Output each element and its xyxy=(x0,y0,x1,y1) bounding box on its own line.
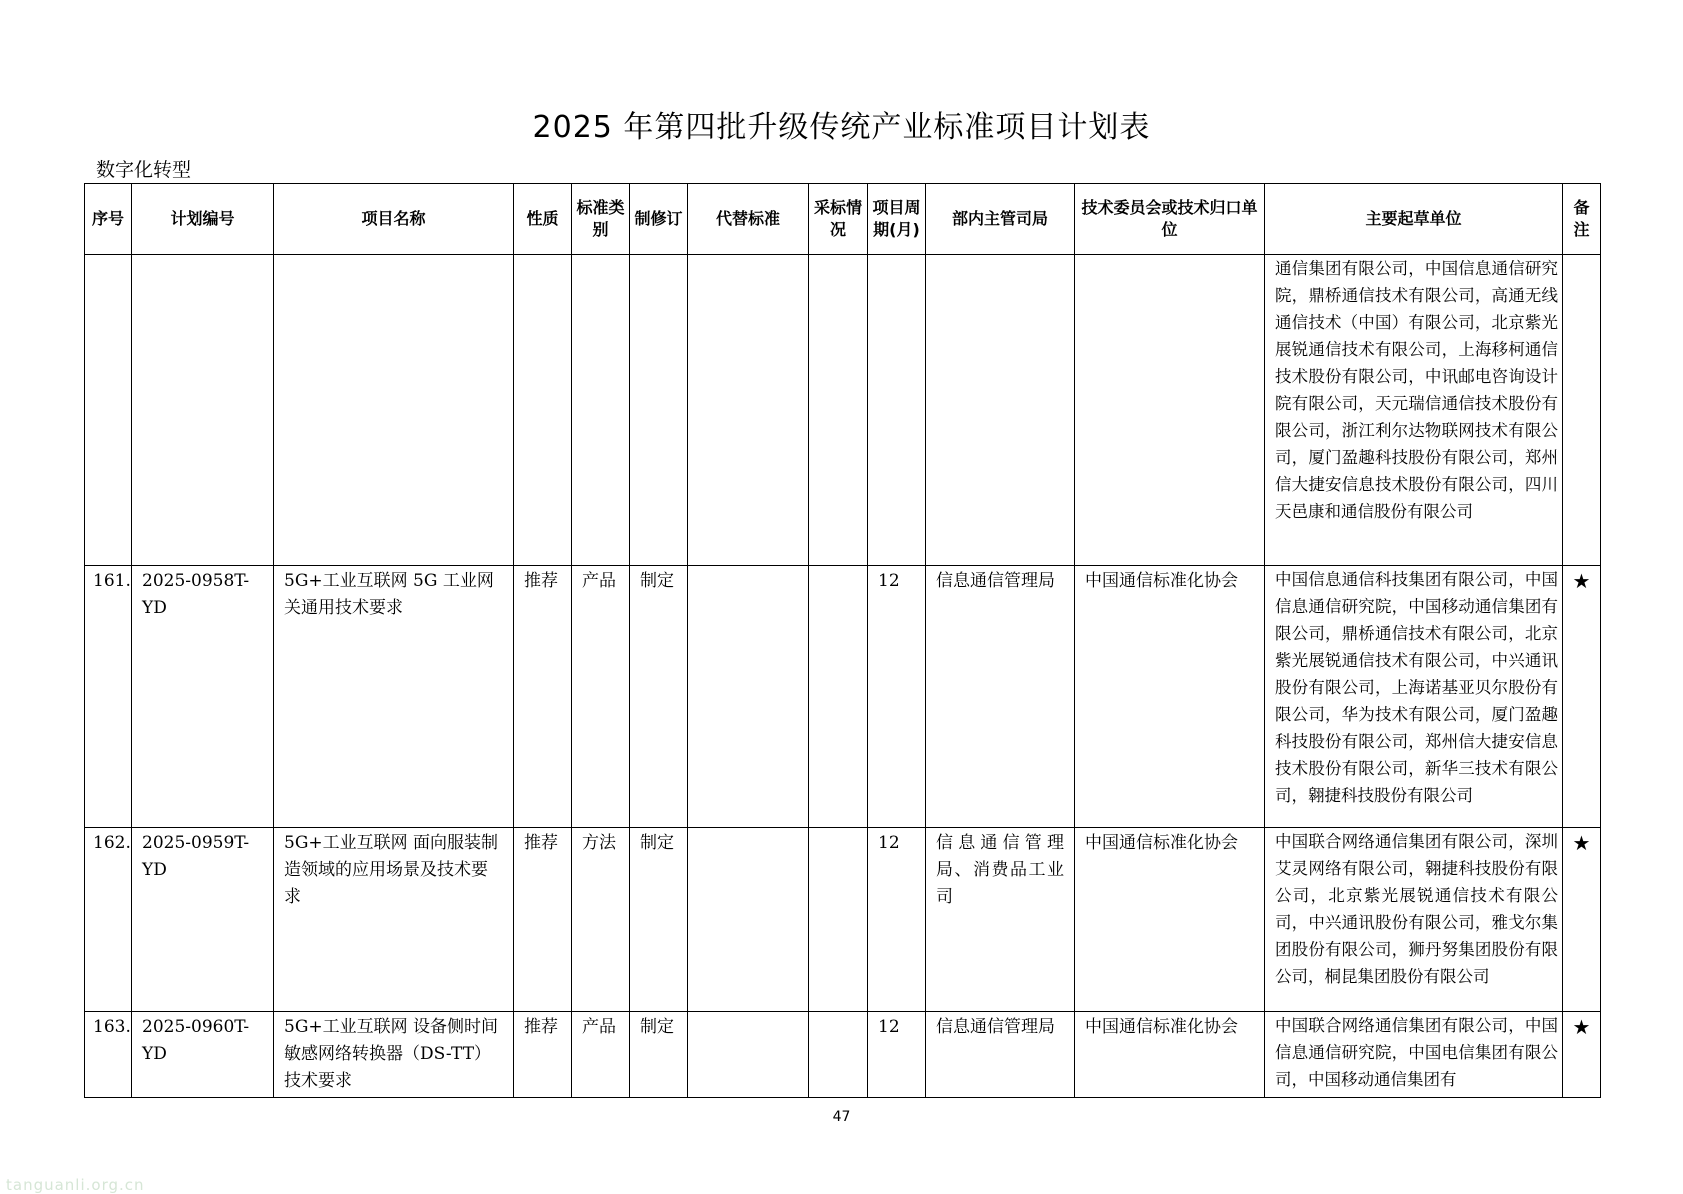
cell-seq: 163. xyxy=(85,1012,132,1098)
cell-committee: 中国通信标准化协会 xyxy=(1075,566,1265,828)
cell-period: 12 xyxy=(868,1012,926,1098)
cell-drafters: 通信集团有限公司，中国信息通信研究院，鼎桥通信技术有限公司，高通无线通信技术（中国）有限公司，北京紫光展锐通信技术有限公司，上海移柯通信技术股份有限公司，中讯邮电咨询设计院有限公司，天元瑞信通信技术股份有限公司，浙江利尔达物联网技术有限公司，厦门盈趣科技股份有限公司，郑州信大捷安信息技术股份有限公司，四川天邑康和通信股份有限公司 xyxy=(1265,255,1563,566)
page-number: 47 xyxy=(832,1109,851,1125)
cell-revision: 制定 xyxy=(630,828,688,1012)
header-name: 项目名称 xyxy=(274,184,514,255)
cell-std-type: 方法 xyxy=(572,828,630,1012)
cell-dept: 信息通信管理局、消费品工业司 xyxy=(926,828,1075,1012)
header-remark: 备注 xyxy=(1563,184,1601,255)
header-committee: 技术委员会或技术归口单位 xyxy=(1075,184,1265,255)
cell-committee: 中国通信标准化协会 xyxy=(1075,1012,1265,1098)
header-adopt: 采标情况 xyxy=(809,184,868,255)
cell-adopt xyxy=(809,566,868,828)
cell-revision: 制定 xyxy=(630,566,688,828)
cell-name: 5G+工业互联网 5G 工业网关通用技术要求 xyxy=(274,566,514,828)
cell-dept: 信息通信管理局 xyxy=(926,1012,1075,1098)
cell-plan-no: 2025-0960T-YD xyxy=(132,1012,274,1098)
cell-empty xyxy=(132,255,274,566)
cell-nature: 推荐 xyxy=(514,1012,572,1098)
watermark: tanguanli.org.cn xyxy=(6,1176,145,1194)
star-icon: ★ xyxy=(1563,1012,1601,1098)
header-seq: 序号 xyxy=(85,184,132,255)
table-row xyxy=(85,1012,1601,1098)
header-plan-no: 计划编号 xyxy=(132,184,274,255)
cell-replace xyxy=(688,566,809,828)
cell-name: 5G+工业互联网 设备侧时间敏感网络转换器（DS-TT）技术要求 xyxy=(274,1012,514,1098)
cell-adopt xyxy=(809,1012,868,1098)
table-header-row xyxy=(85,184,1601,255)
cell-empty xyxy=(1075,255,1265,566)
cell-nature: 推荐 xyxy=(514,828,572,1012)
cell-empty xyxy=(572,255,630,566)
header-nature: 性质 xyxy=(514,184,572,255)
section-category: 数字化转型 xyxy=(96,159,192,181)
cell-empty xyxy=(630,255,688,566)
cell-empty xyxy=(868,255,926,566)
cell-nature: 推荐 xyxy=(514,566,572,828)
header-replace: 代替标准 xyxy=(688,184,809,255)
star-icon: ★ xyxy=(1563,566,1601,828)
cell-adopt xyxy=(809,828,868,1012)
star-icon: ★ xyxy=(1563,828,1601,1012)
header-std-type: 标准类别 xyxy=(572,184,630,255)
header-revision: 制修订 xyxy=(630,184,688,255)
cell-drafters: 中国信息通信科技集团有限公司，中国信息通信研究院，中国移动通信集团有限公司，鼎桥通信技术有限公司，北京紫光展锐通信技术有限公司，中兴通讯股份有限公司，上海诺基亚贝尔股份有限公司，华为技术有限公司，厦门盈趣科技股份有限公司，郑州信大捷安信息技术股份有限公司，新华三技术有限公司，翱捷科技股份有限公司 xyxy=(1265,566,1563,828)
cell-plan-no: 2025-0959T-YD xyxy=(132,828,274,1012)
cell-seq: 161. xyxy=(85,566,132,828)
header-period: 项目周期(月) xyxy=(868,184,926,255)
cell-replace xyxy=(688,828,809,1012)
cell-drafters: 中国联合网络通信集团有限公司，中国信息通信研究院，中国电信集团有限公司，中国移动通信集团有 xyxy=(1265,1012,1563,1098)
cell-period: 12 xyxy=(868,566,926,828)
cell-revision: 制定 xyxy=(630,1012,688,1098)
header-dept: 部内主管司局 xyxy=(926,184,1075,255)
cell-committee: 中国通信标准化协会 xyxy=(1075,828,1265,1012)
table-row xyxy=(85,566,1601,828)
page-title: 2025 年第四批升级传统产业标准项目计划表 xyxy=(532,110,1151,145)
cell-empty xyxy=(926,255,1075,566)
cell-empty xyxy=(688,255,809,566)
cell-empty xyxy=(514,255,572,566)
cell-seq: 162. xyxy=(85,828,132,1012)
cell-plan-no: 2025-0958T-YD xyxy=(132,566,274,828)
cell-std-type: 产品 xyxy=(572,566,630,828)
cell-empty xyxy=(274,255,514,566)
cell-replace xyxy=(688,1012,809,1098)
table-row xyxy=(85,828,1601,1012)
standards-plan-table xyxy=(84,183,1601,1098)
cell-std-type: 产品 xyxy=(572,1012,630,1098)
cell-empty xyxy=(1563,255,1601,566)
cell-name: 5G+工业互联网 面向服装制造领域的应用场景及技术要求 xyxy=(274,828,514,1012)
cell-period: 12 xyxy=(868,828,926,1012)
cell-empty xyxy=(85,255,132,566)
cell-drafters: 中国联合网络通信集团有限公司，深圳艾灵网络有限公司，翱捷科技股份有限公司，北京紫光展锐通信技术有限公司，中兴通讯股份有限公司，雅戈尔集团股份有限公司，狮丹努集团股份有限公司，桐昆集团股份有限公司 xyxy=(1265,828,1563,1012)
header-drafters: 主要起草单位 xyxy=(1265,184,1563,255)
cell-empty xyxy=(809,255,868,566)
table-row-continuation xyxy=(85,255,1601,566)
cell-dept: 信息通信管理局 xyxy=(926,566,1075,828)
